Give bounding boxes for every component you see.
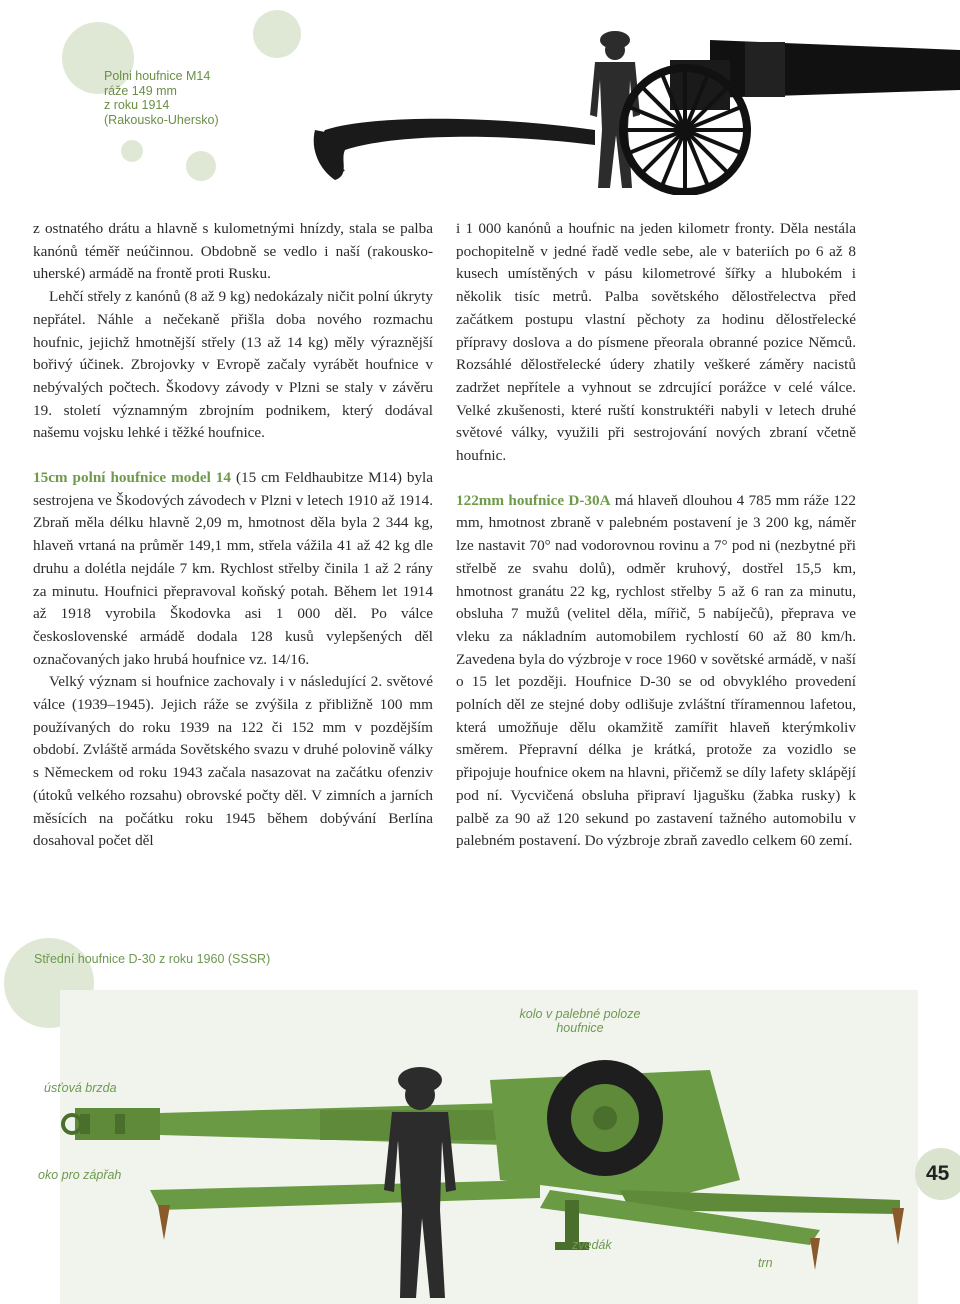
- label-muzzle-brake: úsťová brzda: [44, 1081, 117, 1095]
- decor-circle: [186, 151, 216, 181]
- gun-wheel: [623, 68, 747, 192]
- label-jack: zvedák: [572, 1238, 612, 1252]
- label-spade: trn: [758, 1256, 773, 1270]
- right-text-column: [456, 218, 856, 853]
- paragraph: Lehčí střely z kanónů (8 až 9 kg) nedokázaly ničit polní úkryty nepřátel. Náhle a nečekaně přišla doba nového rozmachu houfnic, jejichž hmotnější střely (13 až 14 kg) měly výraznější bořivý účinek. Zbrojovky v Evropě začaly vyrábět houfnice v nebývalých počtech. Škodovy závody v Plzni se staly v závěru 19. století významným zbrojním podnikem, který dodával našemu vojsku lehké i těžké houfnice.: [33, 288, 433, 442]
- paragraph: i 1 000 kanónů a houfnic na jeden kilometr fronty. Děla nestála pochopitelně v jedné řadě vedle sebe, ale v bateriích po 6 až 8 kusech umístěných v pásu kilometrové šířky a hlubokém i několik tisíc metrů. Palba sovětského dělostřelectva před začátkem postupu vlastní pěchoty za hodinu dělostřelecké přípravy doslova a do písmene přeorala obranné pozice Němců. Rozsáhlé dělostřelecké údery zhatily veškeré záměry nacistů zadržet nepřítele a vyhnout se zdrcující porážce v celé válce. Velké zkušenosti, které ruští konstruktéři nabyli v letech druhé světové války, využili při sestrojování nových zbraní včetně houfnic.: [456, 220, 856, 465]
- paragraph: z ostnatého drátu a hlavně s kulometnými hnízdy, stala se palba kanónů téměř neúčinnou. Obdobně se vedlo i naší (rakousko-uherské) armádě na frontě proti Rusku.: [33, 220, 433, 283]
- spade: [892, 1208, 904, 1245]
- label-tow-eye: oko pro zápřah: [38, 1168, 122, 1182]
- caption-line: ráže 149 mm: [104, 83, 177, 98]
- barrel-band: [745, 42, 785, 97]
- caption-line: Polni houfnice M14: [104, 69, 211, 83]
- page-number: 45: [926, 1162, 950, 1185]
- m14-howitzer-illustration: [290, 20, 960, 195]
- spade: [158, 1205, 170, 1240]
- paragraph: Velký význam si houfnice zachovaly i v následující 2. světové válce (1939–1945). Jejich ráže se zvýšila z přibližně 100 mm používaných do roku 1939 na 122 či 152 mm v pozdějším období. Zvláště armáda Sovětského svazu v druhé polovině války s Německem od roku 1943 začala nasazovat na začátku ofenziv (útoků velkého rozsahu) obrovské počty děl. V zimních a jarních měsících na počátku roku 1945 během dobývání Berlína dosahoval počet děl: [33, 673, 433, 850]
- top-figure-caption: [104, 69, 219, 127]
- caption-line: z roku 1914: [104, 98, 170, 112]
- paragraph-text: (15 cm Feldhaubitze M14) byla sestrojena ve Škodových závodech v Plzni v letech 1910 až 1914. Zbraň měla délku hlavně 2,09 m, hmotnost děla byla 2 344 kg, hlaveň vrtaná na průměr 149,1 mm, střela vážila 41 až 42 kg dle druhu a dolétla nejdále 7 km. Rychlost střelby činila 1 až 2 rány za minutu. Houfnici přepravoval koňský potah. Během let 1914 až 1918 vyrobila Škodovka asi 1 000 děl. Po válce československé armádě dodala 128 kusů vylepšených děl označovaných jako hrubá houfnice vz. 14/16.: [33, 469, 434, 668]
- spade: [810, 1238, 820, 1270]
- trail-left: [150, 1180, 540, 1210]
- bottom-figure-caption: Střední houfnice D-30 z roku 1960 (SSSR): [34, 952, 271, 966]
- highlight-term: 15cm polní houfnice model 14: [33, 469, 231, 487]
- caption-line: (Rakousko-Uhersko): [104, 112, 219, 127]
- highlight-term: 122mm houfnice D-30A: [456, 491, 611, 509]
- paragraph-text: má hlaveň dlouhou 4 785 mm ráže 122 mm, hmotnost zbraně v palebném postavení je 3 200 kg, náměr lze nastavit 70° nad vodorovnou rovinu a 7° pod ni (nezbytné při střelbě ze svahu dolů), odměr kruhový, dostřel 15,5 km, hmotnost granátu 22 kg, rychlost střelby 5 až 6 ran za minutu, obsluha 7 mužů (velitel děla, mířič, 5 nabíječů), přeprava ve vleku za nákladním automobilem rychlostí 60 až 80 km/h. Zavedena byla do výzbroje v roce 1960 v sovětské armádě, v naší o 15 let později. Houfnice D-30 se od obvyklého provedení polních děl ze stejné doby odlišuje zvláštní tříramennou lafetou, která umožňuje dělu okamžitě zamířit hlaveň kterýmkoliv směrem. Přepravní délka je krátká, protože za vozidlo se připojuje houfnice okem na hlavni, přičemž se díly lafety sklápějí pod ní. Vycvičená obsluha připraví ljagušku (žabka rusky) k palbě za 90 až 120 sekund po zastavení tažného automobilu v palebném postavení. Do výzbroje zbraň zavedlo celkem 60 zemí.: [456, 491, 856, 850]
- howitzer-trail: [321, 119, 595, 180]
- d30-howitzer-illustration: [20, 1040, 920, 1304]
- paragraph: [456, 490, 856, 853]
- decor-circle: [121, 140, 143, 162]
- paragraph: [33, 467, 433, 671]
- left-text-column: [33, 218, 433, 853]
- page-number-badge: [915, 1148, 960, 1200]
- label-wheel: kolo v palebné poloze houfnice: [519, 1007, 641, 1035]
